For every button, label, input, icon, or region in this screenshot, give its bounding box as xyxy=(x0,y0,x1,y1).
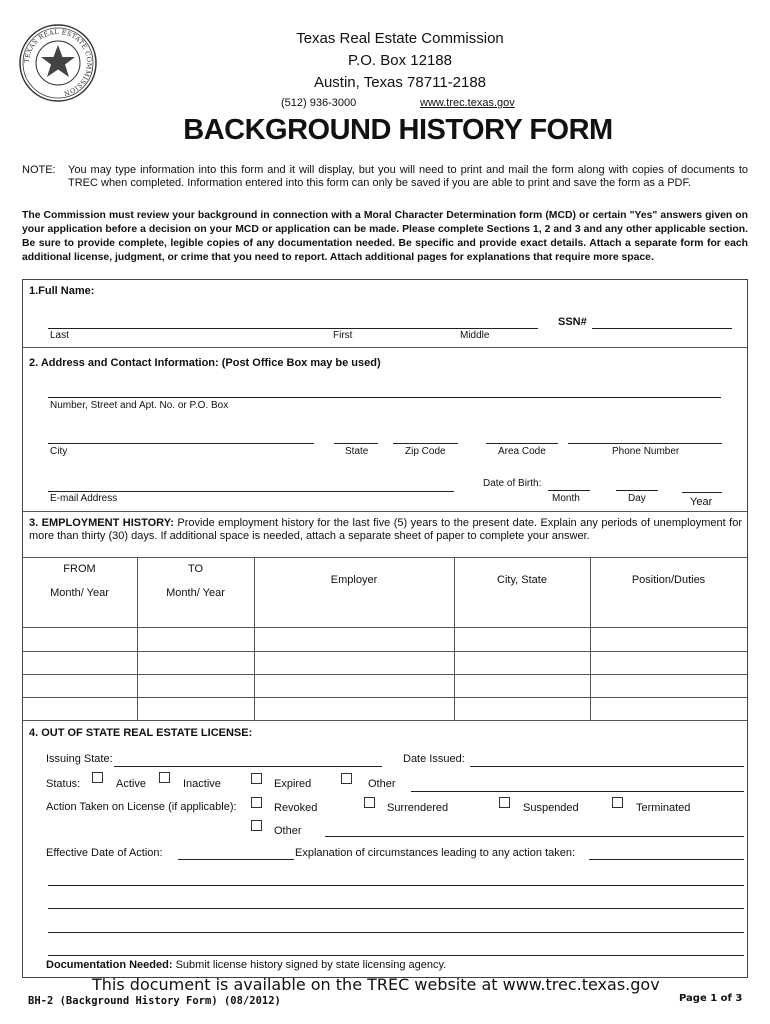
form-id: BH-2 (Background History Form) (08/2012) xyxy=(28,995,281,1007)
explanation-label: Explanation of circumstances leading to any action taken: xyxy=(295,847,576,859)
note-text: You may type information into this form and it will display, but you will need to print and mail the form along with copies of documents to TREC when completed. Information entered into this form can only be saved if you are able to print and save the form as a PDF. xyxy=(68,164,748,189)
col-city-state: City, State xyxy=(497,574,547,586)
phone-field[interactable] xyxy=(568,443,722,444)
email-label: E-mail Address xyxy=(50,493,118,504)
col-position: Position/Duties xyxy=(631,574,706,586)
status-active-label: Active xyxy=(116,778,146,790)
section3-text: Provide employment history for the last five (5) years to the present date. Explain any periods of unemployment for more than thirty (30) days. If additional space is needed, attach a separate sheet of paper to complete your answer. xyxy=(29,517,742,542)
status-expired-checkbox[interactable] xyxy=(251,773,262,784)
col-from: FROM xyxy=(63,563,96,575)
middle-label: Middle xyxy=(460,330,490,341)
page-number: Page 1 of 3 xyxy=(679,993,743,1004)
po-box: P.O. Box 12188 xyxy=(348,52,452,69)
zip-field[interactable] xyxy=(393,443,458,444)
doc-label: Documentation Needed: xyxy=(46,959,173,971)
city-zip: Austin, Texas 78711-2188 xyxy=(313,74,487,91)
explanation-field[interactable] xyxy=(589,859,744,860)
status-inactive-label: Inactive xyxy=(183,778,221,790)
table-row[interactable] xyxy=(22,651,747,652)
note-label: NOTE: xyxy=(22,164,56,176)
agency-name: Texas Real Estate Commission xyxy=(296,30,504,47)
dob-label: Date of Birth: xyxy=(483,478,542,489)
table-row[interactable] xyxy=(22,720,747,721)
status-expired-label: Expired xyxy=(274,778,312,790)
divider xyxy=(22,347,747,348)
action-revoked-label: Revoked xyxy=(274,802,318,814)
action-other-checkbox[interactable] xyxy=(251,820,262,831)
section2-title: 2. Address and Contact Information: (Post Office Box may be used) xyxy=(29,357,381,369)
table-row[interactable] xyxy=(22,697,747,698)
action-terminated-label: Terminated xyxy=(636,802,691,814)
email-field[interactable] xyxy=(48,491,454,492)
website-link[interactable]: www.trec.texas.gov xyxy=(420,97,515,109)
status-label: Status: xyxy=(46,778,81,790)
col-divider xyxy=(137,557,138,720)
state-label: State xyxy=(345,446,369,457)
explanation-line[interactable] xyxy=(48,955,744,956)
area-code-label: Area Code xyxy=(498,446,546,457)
city-label: City xyxy=(50,446,68,457)
state-field[interactable] xyxy=(334,443,378,444)
status-other-checkbox[interactable] xyxy=(341,773,352,784)
month-label: Month xyxy=(552,493,580,504)
status-other-field[interactable] xyxy=(411,791,744,792)
date-issued-label: Date Issued: xyxy=(403,753,465,765)
footer-availability: This document is available on the TREC website at www.trec.texas.gov xyxy=(92,975,660,994)
section3-intro xyxy=(29,517,742,543)
action-taken-label: Action Taken on License (if applicable): xyxy=(46,801,237,813)
first-label: First xyxy=(333,330,353,341)
section3-title: EMPLOYMENT HISTORY: xyxy=(41,517,174,529)
ssn-field[interactable] xyxy=(592,328,732,329)
date-issued-field[interactable] xyxy=(470,766,744,767)
effective-date-label: Effective Date of Action: xyxy=(46,847,163,859)
dob-year-field[interactable] xyxy=(682,492,722,493)
year-label: Year xyxy=(690,496,713,508)
last-label: Last xyxy=(50,330,69,341)
issuing-state-field[interactable] xyxy=(114,766,382,767)
status-other-label: Other xyxy=(368,778,396,790)
action-other-label: Other xyxy=(274,825,302,837)
day-label: Day xyxy=(628,493,646,504)
ssn-label: SSN# xyxy=(558,316,587,328)
street-label: Number, Street and Apt. No. or P.O. Box xyxy=(50,400,229,411)
section3-num: 3. xyxy=(29,517,39,529)
col-employer: Employer xyxy=(330,574,378,586)
section1-title: 1.Full Name: xyxy=(29,285,95,297)
section4-title: 4. OUT OF STATE REAL ESTATE LICENSE: xyxy=(29,727,253,739)
explanation-line[interactable] xyxy=(48,885,744,886)
effective-date-field[interactable] xyxy=(178,859,294,860)
action-terminated-checkbox[interactable] xyxy=(612,797,623,808)
phone-number: (512) 936-3000 xyxy=(281,97,357,109)
issuing-state-label: Issuing State: xyxy=(46,753,113,765)
intro-paragraph: The Commission must review your background in connection with a Moral Character Determination form (MCD) or certain "Yes" answers given on your application before a decision on your MCD or application can be made. Please complete Sections 1, 2 and 3 and any other applicable section. Be sure to provide complete, legible copies of any documentation needed. Be specific and provide exact details. Attach a separate form for each additional license, judgment, or crime that you need to report. Attach additional pages for explanations that require more space. xyxy=(22,210,748,263)
action-suspended-label: Suspended xyxy=(523,802,579,814)
action-suspended-checkbox[interactable] xyxy=(499,797,510,808)
street-field[interactable] xyxy=(48,397,721,398)
table-row[interactable] xyxy=(22,627,747,628)
zip-label: Zip Code xyxy=(405,446,446,457)
status-active-checkbox[interactable] xyxy=(92,772,103,783)
divider xyxy=(22,511,747,512)
phone-label: Phone Number xyxy=(612,446,680,457)
col-from-sub: Month/ Year xyxy=(50,587,109,599)
explanation-line[interactable] xyxy=(48,932,744,933)
full-name-field[interactable] xyxy=(48,328,538,329)
city-field[interactable] xyxy=(48,443,314,444)
form-box xyxy=(22,279,748,978)
doc-text: Submit license history signed by state licensing agency. xyxy=(175,959,447,971)
area-code-field[interactable] xyxy=(486,443,558,444)
explanation-line[interactable] xyxy=(48,908,744,909)
seal-text: TEXAS REAL ESTATE COMMISSION xyxy=(22,27,94,98)
dob-day-field[interactable] xyxy=(616,490,658,491)
page-title: BACKGROUND HISTORY FORM xyxy=(183,114,613,146)
table-row[interactable] xyxy=(22,674,747,675)
dob-month-field[interactable] xyxy=(548,490,590,491)
action-other-field[interactable] xyxy=(325,836,744,837)
action-surrendered-checkbox[interactable] xyxy=(364,797,375,808)
table-top xyxy=(22,557,747,558)
documentation-needed xyxy=(46,959,446,971)
col-to-sub: Month/ Year xyxy=(166,587,225,599)
action-surrendered-label: Surrendered xyxy=(387,802,449,814)
col-to: TO xyxy=(187,563,204,575)
action-revoked-checkbox[interactable] xyxy=(251,797,262,808)
status-inactive-checkbox[interactable] xyxy=(159,772,170,783)
